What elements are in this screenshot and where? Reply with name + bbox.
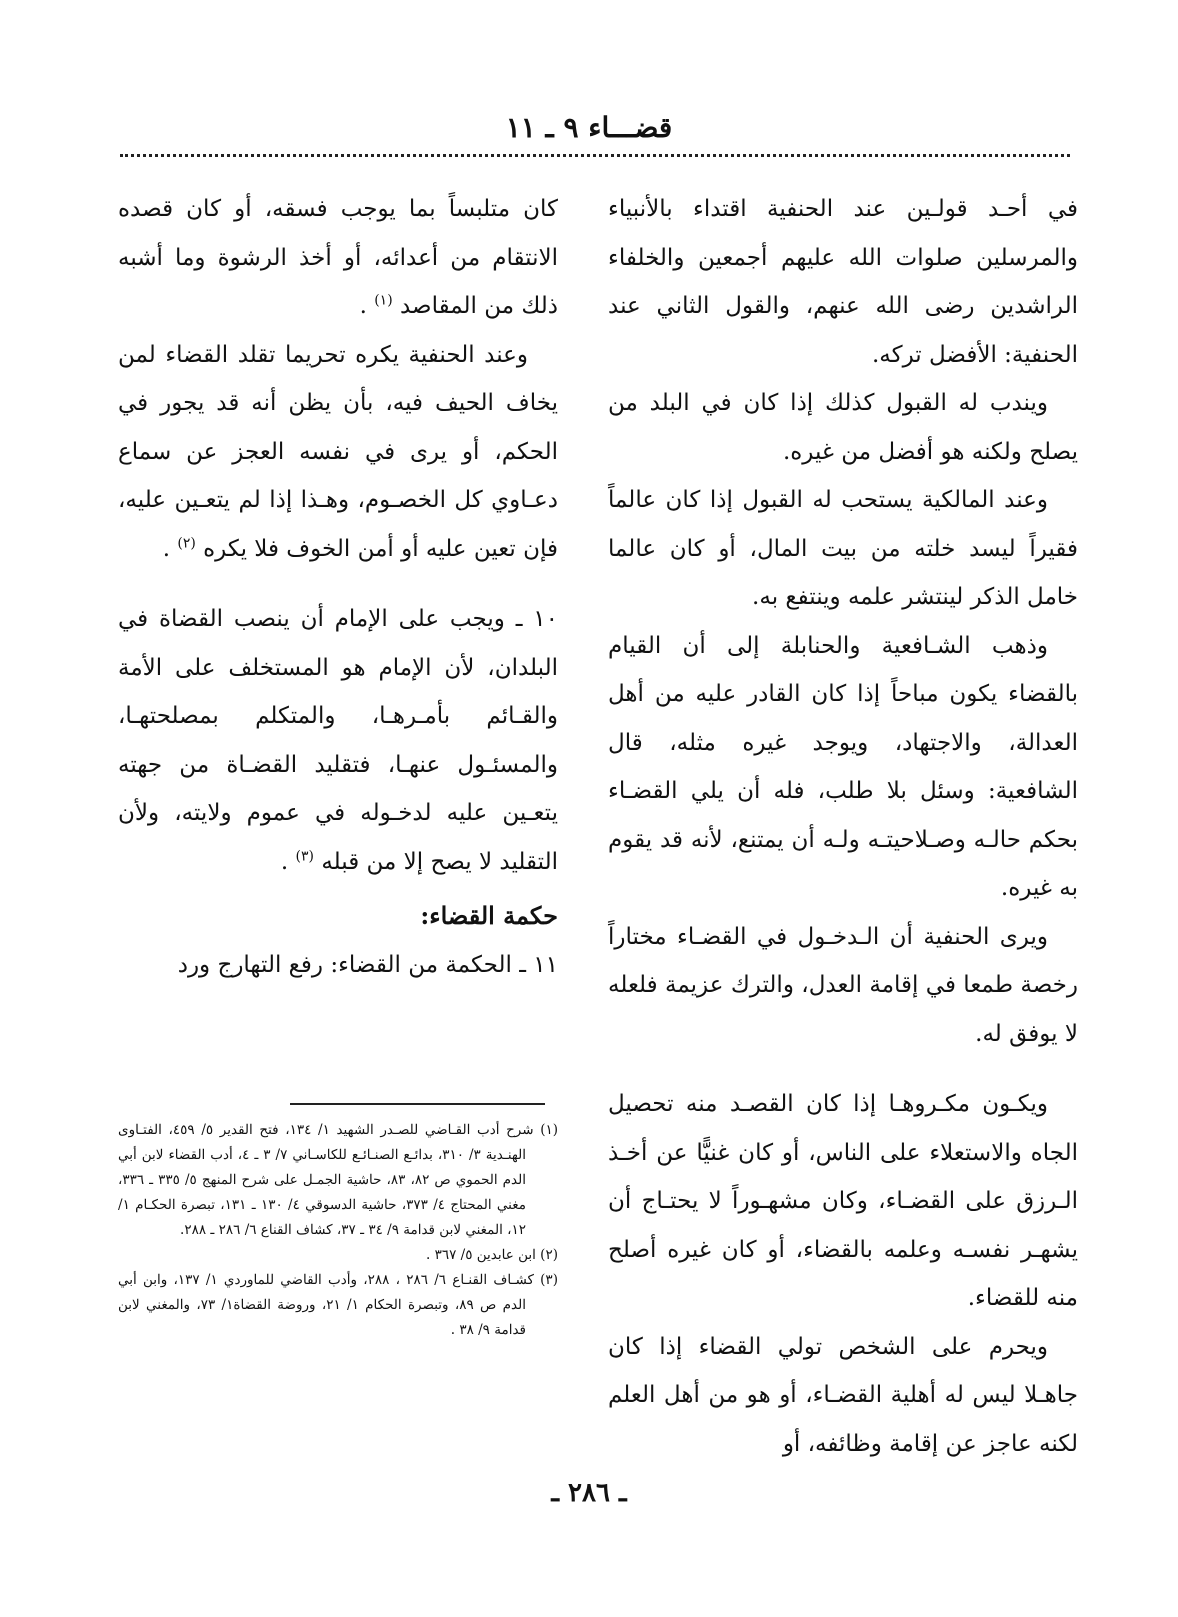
paragraph — [118, 185, 558, 331]
footnote-ref: (٣) — [295, 847, 314, 864]
footnote-ref: (١) — [374, 292, 393, 309]
paragraph: ويرى الحنفية أن الـدخـول في القضـاء مختاراً رخصة طمعا في إقامة العدل، والترك عزيمة فلعله لا يوفق له. — [608, 923, 1078, 1047]
paragraph: ويحرم على الشخص تولي القضاء إذا كان جاهـلا ليس له أهلية القضـاء، أو هو من أهل العلم لكنه عاجز عن إقامة وظائفه، أو — [608, 1333, 1079, 1457]
paragraph: وعند المالكية يستحب له القبول إذا كان عالماً فقيراً ليسد خلته من بيت المال، أو كان عالما خامل الذكر لينتشر علمه وينتفع به. — [608, 487, 1078, 610]
paragraph-text: وعند الحنفية يكره تحريما تقلد القضاء لمن يخاف الحيف فيه، بأن يظن أنه قد يجور في الحكم، أو يرى في نفسه العجز عن سماع دعـاوي كل الخصـوم، وهـذا إذا لم يتعـين عليه، فإن تعين عليه أو أمن الخوف فلا يكره — [118, 341, 558, 562]
paragraph-text: ١٠ ـ ويجب على الإمام أن ينصب القضاة في البلدان، لأن الإمام هو المستخلف على الأمة والقـائم بأمـرهـا، والمتكلم بمصلحتهـا، والمسئـول عنهـا، فتقليد القضـاة من جهته يتعـين عليه لدخـوله في عموم ولايته، ولأن التقليد لا يصح إلا من قبله — [118, 606, 558, 875]
section-10-paragraph — [118, 595, 558, 886]
paragraph-end: . — [162, 535, 171, 562]
paragraph: في أحـد قولـين عند الحنفية اقتداء بالأنبياء والمرسلين صلوات الله عليهم أجمعين والخلفاء الراشدين رضى الله عنهم، والقول الثاني عند الحنفية: الأفضل تركه. — [608, 196, 1078, 368]
header-dotted-rule — [120, 154, 1070, 157]
paragraph — [118, 331, 558, 574]
footnote: (١) شرح أدب القـاضي للصـدر الشهيد ١/ ١٣٤، فتح القدير ٥/ ٤٥٩، الفتـاوى الهنـدية ٣/ ٣١٠، بدائـع الصنـائـع للكاسـاني ٧/ ٣ ـ ٤، أدب القضاء لابن أبي الدم الحموي ص ٨٢، ٨٣، حاشية الجمـل على شرح المنهج ٥/ ٣٣٥ ـ ٣٣٦، مغني المحتاج ٤/ ٣٧٣، حاشية الدسوقي ٤/ ١٣٠ ـ ١٣١، تبصرة الحكـام ١/ ١٢، المغني لابن قدامة ٩/ ٣٤ ـ ٣٧، كشاف القناع ٦/ ٢٨٦ ـ ٢٨٨. — [118, 1122, 559, 1238]
footnote-rule — [290, 1103, 545, 1105]
paragraph: وذهب الشـافعية والحنابلة إلى أن القيام بالقضاء يكون مباحاً إذا كان القادر عليه من أهل العدالة، والاجتهاد، ويوجد غيره مثله، قال الشافعية: وسئل بلا طلب، فله أن يلي القضـاء بحكم حالـه وصـلاحيتـه ولـه أن يمتنع، لأنه قد يقوم به غيره. — [608, 632, 1078, 901]
running-head: قضـــاء ٩ ـ ١١ — [505, 111, 673, 144]
paragraph-end: . — [359, 293, 367, 319]
page-number: ـ ٢٨٦ ـ — [551, 1478, 627, 1508]
section-11-paragraph: ١١ ـ الحكمة من القضاء: رفع التهارج ورد — [177, 951, 558, 978]
paragraph-text: كان متلبساً بما يوجب فسقه، أو كان قصده الانتقام من أعدائه، أو أخذ الرشوة وما أشبه ذلك من المقاصد — [118, 196, 558, 319]
paragraph: ويندب له القبول كذلك إذا كان في البلد من يصلح ولكنه هو أفضل من غيره. — [608, 390, 1078, 465]
footnote: (٣) كشـاف القنـاع ٦/ ٢٨٦ ، ٢٨٨، وأدب القاضي للماوردي ١/ ١٣٧، وابن أبي الدم ص ٨٩، وتبصرة الحكام ١/ ٢١، وروضة القضاة١/ ٧٣، والمغني لابن قدامة ٩/ ٣٨ . — [118, 1272, 558, 1338]
paragraph: ويكـون مكـروهـا إذا كان القصـد منه تحصيل الجاه والاستعلاء على الناس، أو كان غنيًّا عن أخـذ الـرزق على القضـاء، وكان مشهـوراً لا يحتـاج أن يشهـر نفسـه وعلمه بالقضاء، أو كان غيره أصلح منه للقضاء. — [608, 1091, 1078, 1311]
footnote-ref: (٢) — [177, 534, 196, 551]
footnote: (٢) ابن عابدين ٥/ ٣٦٧ . — [426, 1247, 558, 1263]
right-column — [608, 185, 1078, 1468]
paragraph-end: . — [280, 848, 289, 875]
left-column — [118, 185, 558, 989]
section-heading: حكمة القضاء: — [420, 901, 558, 930]
footnotes — [118, 1118, 558, 1343]
